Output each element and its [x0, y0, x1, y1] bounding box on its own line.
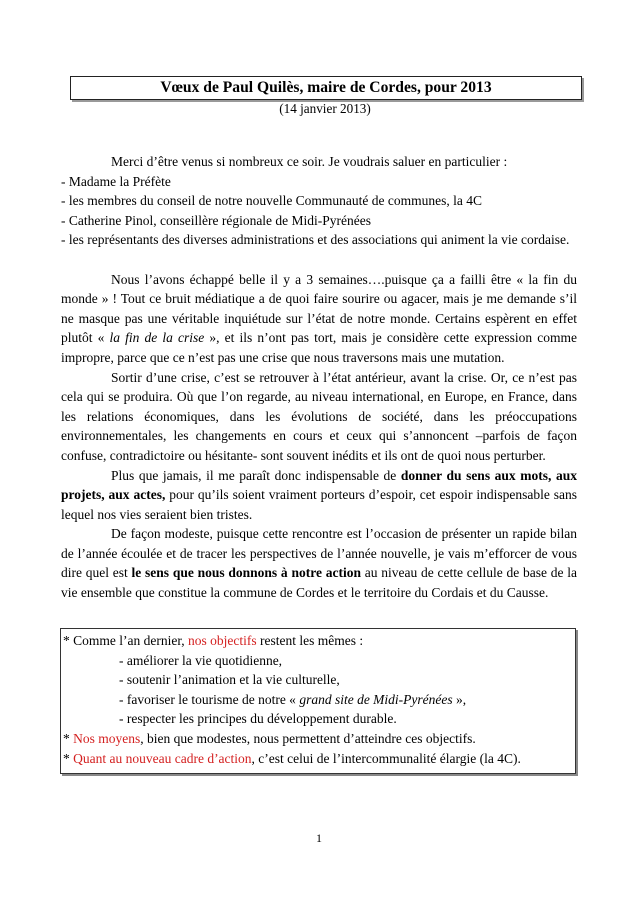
document-date: (14 janvier 2013) [279, 101, 371, 116]
objective-item: - améliorer la vie quotidienne, [119, 652, 283, 668]
paragraph-mutation: Sortir d’une crise, c’est se retrouver à l’état antérieur, avant la crise. Or, ce n’est pas cela qui se produira. Où que l’on regarde, au niveau international, en Europe, en France, dans les relations économiques, dans les évolutions de société, dans les préoccupations environnementales, les changements en cours et ceux qui s’annoncent –parfois de façon confuse, contradictoire ou hésitante- sont souvent inédits et ils ont de quoi nous perturber. [61, 369, 577, 463]
paragraph-text: Plus que jamais, il me paraît donc indispensable de [111, 467, 401, 483]
summary-text: * Comme l’an dernier, [63, 633, 189, 648]
greeting-paragraph: Merci d’être venus si nombreux ce soir. Je voudrais saluer en particulier : [111, 154, 508, 169]
summary-text: * [63, 730, 74, 746]
summary-framework [63, 749, 573, 769]
summary-box [60, 628, 576, 774]
greeting-item: - Catherine Pinol, conseillère régionale de Midi-Pyrénées [61, 212, 372, 228]
summary-objectives [63, 631, 573, 651]
paragraph-review [61, 524, 577, 602]
summary-text: - favoriser le tourisme de notre « [119, 691, 300, 707]
objective-item [63, 690, 573, 710]
summary-highlight: Nos moyens [73, 730, 141, 746]
paragraph-bold-phrase: le sens que nous donnons à notre action [131, 565, 361, 581]
summary-text: restent les mêmes : [256, 633, 364, 648]
summary-text: , bien que modestes, nous permettent d’atteindre ces objectifs. [140, 730, 476, 746]
summary-italic: grand site de Midi-Pyrénées [299, 691, 453, 707]
speech-body [61, 152, 577, 603]
paragraph-text: De façon modeste, puisque cette rencontre est l’occasion de présenter un rapide bilan de l’année écoulée et de tracer les perspectives de l’année nouvelle, je vais m’efforcer de vous dire quel est [61, 526, 577, 581]
paragraph-gap [61, 250, 577, 270]
paragraph-text: pour qu’ils soient vraiment porteurs d’espoir, cet espoir indispensable sans lequel nos vies seraient bien tristes. [61, 487, 578, 522]
paragraph-text: Nous l’avons échappé belle il y a 3 semaines….puisque ça a failli être « la fin du monde » ! Tout ce bruit médiatique a de quoi faire sourire ou agacer, mais je me demande s’il ne masque pas une véritable inquiétude sur l’état de notre monde. Certains espèrent en effet plutôt « [61, 271, 577, 346]
summary-highlight: Quant au nouveau cadre d’action [73, 750, 252, 766]
paragraph-italic-quote: la fin de la crise [109, 330, 205, 346]
document-title-box [70, 76, 582, 100]
greeting-item: - les représentants des diverses administrations et des associations qui animent la vie cordaise. [61, 232, 570, 248]
paragraph-text: au niveau de cette cellule de base de la vie ensemble que constitue la commune de Cordes et le territoire du Cordais et du Causse. [61, 565, 577, 601]
paragraph-meaning [61, 466, 577, 525]
objective-item: - respecter les principes du développement durable. [119, 711, 397, 727]
page-number: 1 [316, 831, 322, 845]
paragraph-text: », et ils n’ont pas tort, mais je considère cette expression comme impropre, parce que ce n’est pas une crise que nous traversons mais une mutation. [61, 330, 577, 365]
summary-highlight: nos objectifs [188, 633, 257, 648]
summary-text: », [452, 691, 467, 707]
summary-text: * [63, 750, 74, 766]
greeting-item: - les membres du conseil de notre nouvelle Communauté de communes, la 4C [61, 193, 483, 209]
summary-means [63, 729, 573, 749]
objective-item: - soutenir l’animation et la vie culturelle, [119, 672, 340, 688]
greeting-item: - Madame la Préfète [61, 173, 171, 189]
document-title: Vœux de Paul Quilès, maire de Cordes, pour 2013 [160, 79, 492, 96]
paragraph-end-of-world [61, 270, 577, 368]
summary-text: , c’est celui de l’intercommunalité élargie (la 4C). [251, 750, 521, 766]
paragraph-bold-phrase: donner du sens aux mots, aux projets, aux actes, [61, 467, 577, 503]
